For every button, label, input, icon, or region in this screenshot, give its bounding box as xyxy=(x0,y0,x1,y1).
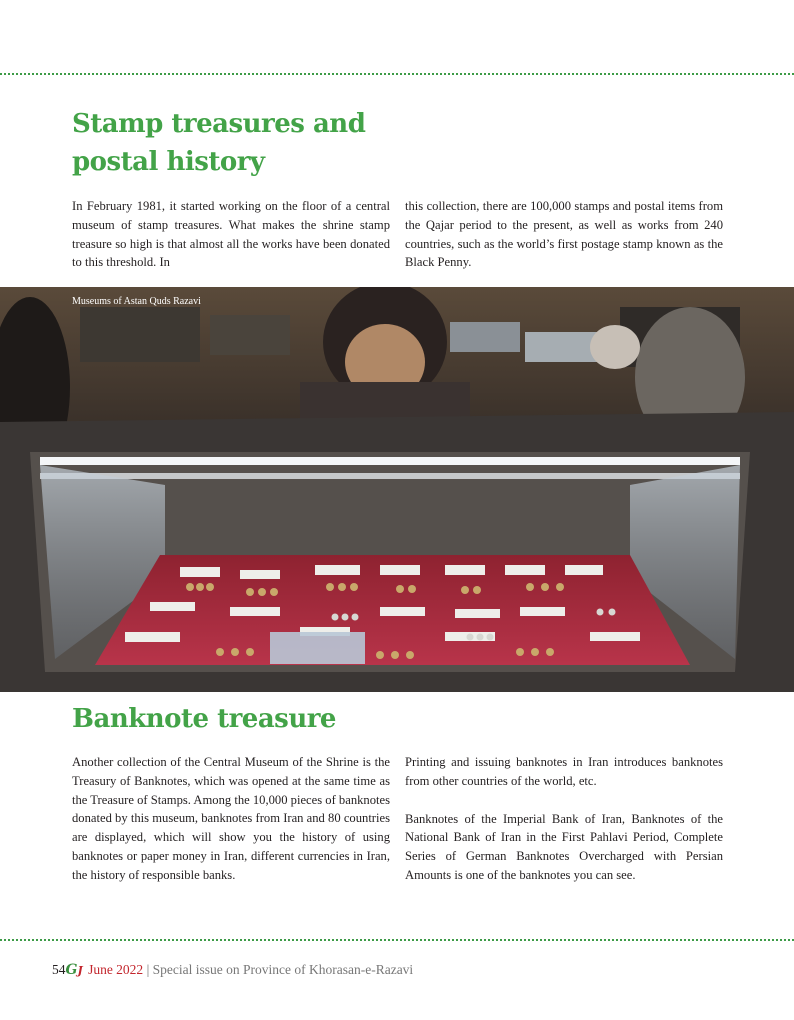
logo-main: G xyxy=(65,962,78,978)
section-heading-banknote: Banknote treasure xyxy=(72,704,336,734)
page-footer xyxy=(52,962,413,978)
magazine-logo-icon xyxy=(66,962,83,978)
museum-display-photo xyxy=(0,287,794,692)
stamp-paragraph-left: In February 1981, it started working on the floor of a central museum of stamp treasures. What makes the shrine stamp treasure so high is that almost all the works have been donated to this threshold. In xyxy=(72,199,390,270)
bottom-dotted-rule xyxy=(0,939,794,941)
stamp-column-left xyxy=(72,197,390,272)
top-dotted-rule xyxy=(0,73,794,75)
heading-line-2: postal history xyxy=(72,147,265,177)
stamp-paragraph-right: this collection, there are 100,000 stamps and postal items from the Qajar period to the present, as well as works from 240 countries, such as the world’s first postage stamp known as the Black Penny. xyxy=(405,199,723,270)
banknote-column-left xyxy=(72,753,390,885)
heading-line-1: Stamp treasures and xyxy=(72,109,366,139)
photo-caption: Museums of Astan Quds Razavi xyxy=(72,296,201,307)
issue-date: June 2022 xyxy=(88,962,144,977)
banknote-paragraph-left: Another collection of the Central Museum of the Shrine is the Treasury of Banknotes, which was opened at the same time as the Treasure of Stamps. Among the 10,000 pieces of banknotes donated by this museum, banknotes from Iran and 80 countries are displayed, which will show you the history of using banknotes or paper money in Iran, different currencies in Iran, the history of responsible banks. xyxy=(72,755,390,882)
issue-title: Special issue on Province of Khorasan-e-Razavi xyxy=(152,962,414,977)
banknote-paragraph-right-1: Printing and issuing banknotes in Iran introduces banknotes from other countries of the world, etc. xyxy=(405,755,723,788)
stamp-column-right xyxy=(405,197,723,272)
banknote-paragraph-right-2: Banknotes of the Imperial Bank of Iran, Banknotes of the National Bank of Iran in the First Pahlavi Period, Complete Series of German Banknotes Overcharged with Persian Amounts is one of the banknotes you can see. xyxy=(405,811,723,882)
logo-sub: J xyxy=(77,964,83,977)
footer-separator: | xyxy=(146,962,150,977)
banknote-column-right xyxy=(405,753,723,885)
page-number: 54 xyxy=(52,962,66,977)
section-heading-stamp xyxy=(72,105,412,181)
